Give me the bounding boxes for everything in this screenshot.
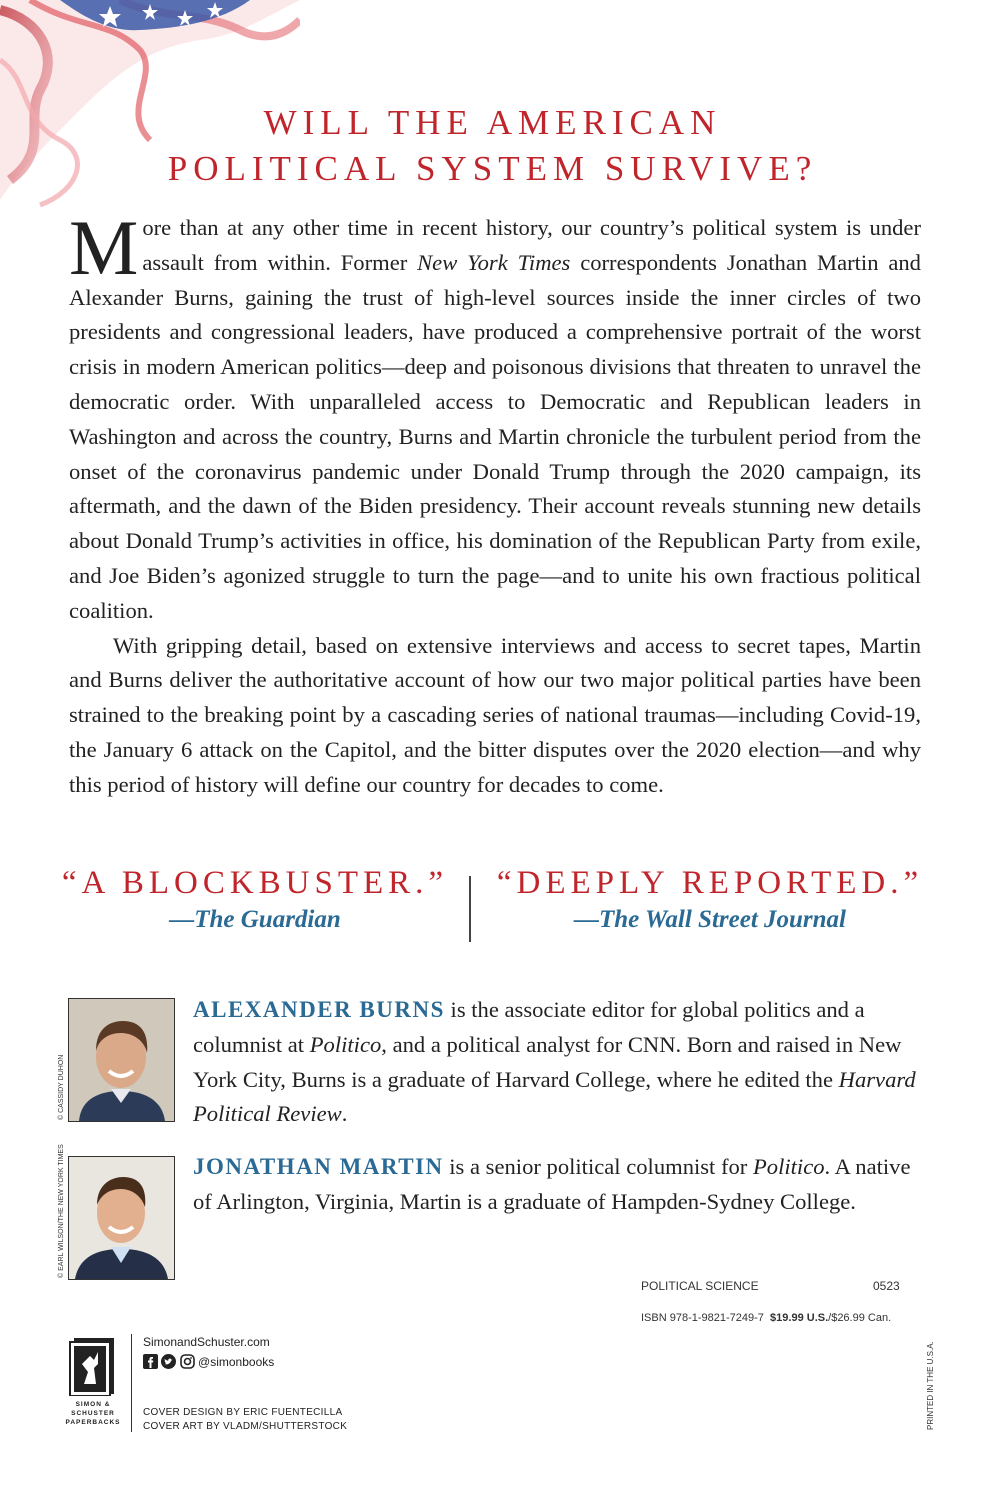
cover-credits bbox=[143, 1406, 347, 1434]
bio-text: is a senior political columnist for bbox=[443, 1154, 753, 1179]
footer-divider bbox=[131, 1334, 132, 1432]
drop-cap: M bbox=[69, 204, 139, 291]
bio-text: , and a political analyst for CNN. Born and raised in New York City, Burns is a graduate of Harvard College, where he edited the bbox=[193, 1031, 902, 1092]
bio-text: . bbox=[341, 1101, 348, 1127]
bio-italic: Politico bbox=[309, 1031, 382, 1057]
price-us: $19.99 U.S. bbox=[770, 1312, 829, 1324]
headline-line-1: WILL THE AMERICAN bbox=[263, 103, 722, 142]
bio-text: . A native of Arlington, Virginia, Martin is a graduate of Hampden-Sydney College. bbox=[193, 1154, 911, 1214]
social-links bbox=[143, 1354, 274, 1369]
bio-text: is the associate editor for global politics and a columnist at bbox=[193, 997, 865, 1057]
paragraph-1-text-b: correspondents Jonathan Martin and Alexander Burns, gaining the trust of high-level sources inside the inner circles of two presidents and congressional leaders, have produced a comprehensive portrait of the worst crisis in modern American politics—deep and poisonous divisions that threaten to unravel the democratic order. With unparalleled access to Democratic and Republican leaders in Washington and across the country, Burns and Martin chronicle the turbulent period from the onset of the coronavirus pandemic under Donald Trump through the 2020 campaign, its aftermath, and the dawn of the Biden presidency. Their account reveals stunning new details about Donald Trump’s activities in office, his domination of the Republican Party from exile, and Joe Biden’s agonized struggle to turn the page—and to unite his own fractious political coalition. bbox=[69, 249, 921, 623]
cover-art-credit: COVER ART BY VLADM/SHUTTERSTOCK bbox=[143, 1421, 348, 1432]
bio-italic: Harvard Political Review bbox=[193, 1066, 916, 1127]
paragraph-1 bbox=[69, 204, 921, 629]
category-label: POLITICAL SCIENCE bbox=[641, 1279, 759, 1293]
quote-text: “DEEPLY REPORTED.” bbox=[496, 865, 924, 901]
quote-source: —The Guardian bbox=[169, 906, 341, 933]
author-photo-martin bbox=[68, 1156, 175, 1280]
author-name-martin: JONATHAN MARTIN bbox=[193, 1154, 444, 1179]
headline bbox=[0, 100, 985, 192]
instagram-icon[interactable] bbox=[180, 1354, 195, 1369]
social-handle[interactable]: @simonbooks bbox=[198, 1354, 275, 1369]
isbn: ISBN 978-1-9821-7249-7 bbox=[641, 1312, 764, 1324]
bio-italic: Politico bbox=[752, 1154, 825, 1179]
publisher-logo-text: SIMON & SCHUSTER PAPERBACKS bbox=[65, 1401, 121, 1426]
twitter-icon[interactable] bbox=[161, 1354, 176, 1369]
author-name-burns: ALEXANDER BURNS bbox=[193, 997, 445, 1022]
category-code: 0523 bbox=[873, 1279, 900, 1293]
paragraph-1-italic: New York Times bbox=[417, 249, 571, 275]
portrait-icon bbox=[69, 999, 174, 1121]
price-can: /$26.99 Can. bbox=[828, 1312, 892, 1324]
quote-guardian bbox=[60, 865, 450, 934]
publisher-logo-icon bbox=[68, 1334, 118, 1396]
author-photo-burns bbox=[68, 998, 175, 1122]
quote-text: “A BLOCKBUSTER.” bbox=[61, 865, 449, 901]
paragraph-1-text-a: ore than at any other time in recent history, our country’s political system is under assault from within. Former bbox=[142, 215, 921, 275]
bio-burns bbox=[193, 993, 921, 1132]
paragraph-2: With gripping detail, based on extensive interviews and access to secret tapes, Martin and Burns deliver the authoritative account of how our two major political parties have been strained to the breaking point by a cascading series of national traumas—including Covid-19, the January 6 attack on the Capitol, and the bitter disputes over the 2020 election—and why this period of history will define our country for decades to come. bbox=[69, 632, 921, 797]
headline-line-2: POLITICAL SYSTEM SURVIVE? bbox=[167, 149, 818, 188]
website-link[interactable]: SimonandSchuster.com bbox=[143, 1335, 270, 1349]
quote-source: —The Wall Street Journal bbox=[573, 906, 847, 933]
photo-credit-burns: © CASSIDY DUHON bbox=[58, 1054, 65, 1120]
facebook-icon[interactable] bbox=[143, 1354, 158, 1369]
description bbox=[69, 204, 921, 803]
portrait-icon bbox=[69, 1157, 174, 1279]
quote-wsj bbox=[490, 865, 930, 934]
printed-in-label: PRINTED IN THE U.S.A. bbox=[926, 1341, 935, 1430]
photo-credit-martin: © EARL WILSON/THE NEW YORK TIMES bbox=[58, 1144, 65, 1278]
isbn-price bbox=[641, 1312, 891, 1324]
cover-design-credit: COVER DESIGN BY ERIC FUENTECILLA bbox=[143, 1407, 343, 1418]
bio-martin bbox=[193, 1150, 921, 1220]
quote-divider bbox=[469, 876, 471, 942]
